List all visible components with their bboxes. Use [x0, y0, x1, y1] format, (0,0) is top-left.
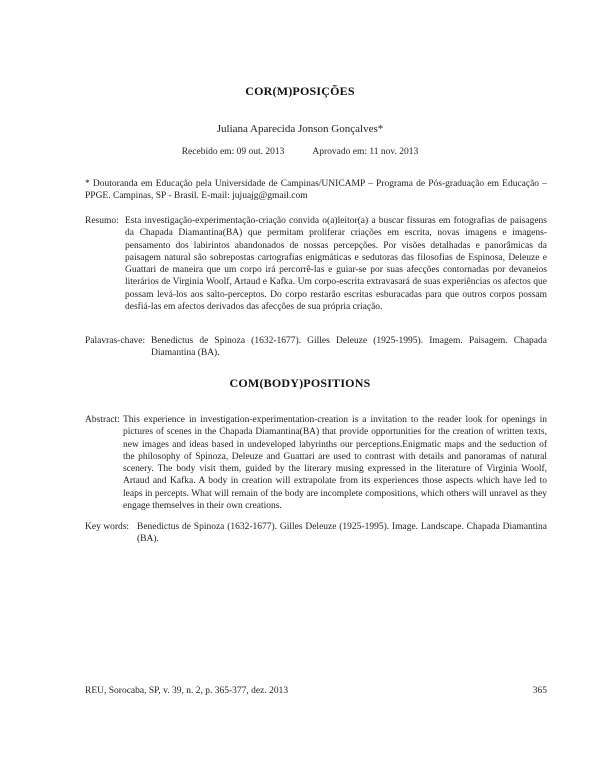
page-number: 365	[532, 686, 547, 696]
author-name: Juliana Aparecida Jonson Gonçalves*	[216, 123, 384, 135]
keywords-text: Benedictus de Spinoza (1632-1677). Gilles Deleuze (1925-1995). Image. Landscape. Chapada Diamantina (BA).	[137, 522, 547, 545]
submission-dates	[0, 147, 600, 157]
journal-citation: REU, Sorocaba, SP, v. 39, n. 2, p. 365-377, dez. 2013	[85, 686, 289, 696]
author-footnote: * Doutoranda em Educação pela Universidade de Campinas/UNICAMP – Programa de Pós-graduação em Educação – PPGE. Campinas, SP - Brasil. E-mail: jujuajg@gmail.com	[85, 179, 547, 202]
palavras-chave-label: Palavras-chave:	[85, 336, 146, 346]
abstract-text: This experience in investigation-experimentation-creation is a invitation to the reader look for openings in pictures of scenes in the Chapada Diamantina(BA) that provide opportunities for the creation of written texts, new images and ideas based in undeveloped labyrinths our perceptions.Enigmatic maps and the seduction of the philosophy of Spinoza, Deleuze and Guattari are used to contrast with details and panoramas of natural scenery. The body visit them, guided by the literary musing expressed in the literature of Virginia Woolf, Artaud and Kafka. A body in creation will extrapolate from its experiences those aspects which have led to leaps in percepts. What will remain of the body are incomplete compositions, which others will unravel as they engage themselves in their own creations.	[123, 415, 547, 512]
resumo-label: Resumo:	[85, 216, 119, 226]
resumo-text: Esta investigação-experimentação-criação convida o(a)leitor(a) a buscar fissuras em fotografias de paisagens da Chapada Diamantina(BA) que permitam proliferar criações em escrita, novas imagens e imagens-pensamento dos labirintos abandonados de nossas percepções. Por visões detalhadas e panorâmicas da paisagem natural são sobrepostas cartografias enigmáticas e sedutoras das filosofias de Espinosa, Deleuze e Guattari de maneira que um corpo irá percorrê-las e guiar-se por suas afecções contornadas por devaneios literários de Virginia Woolf, Artaud e Kafka. Um corpo-escrita extravasará de suas experiências os afectos que possam levá-los aos salto-perceptos. Do corpo restarão escritas esburacadas para que outros corpos possam desfiá-las em afectos derivados das afecções de sua própria criação.	[125, 216, 547, 313]
abstract-section	[85, 414, 547, 512]
keywords-label: Key words:	[85, 522, 130, 532]
title-english: COM(BODY)POSITIONS	[229, 376, 371, 390]
palavras-chave-text: Benedictus de Spinoza (1632-1677). Gilles Deleuze (1925-1995). Imagem. Paisagem. Chapada Diamantina (BA).	[151, 336, 547, 359]
abstract-label: Abstract:	[85, 415, 120, 425]
approved-date: Aprovado em: 11 nov. 2013	[312, 147, 419, 157]
keywords-section	[85, 521, 547, 546]
title-portuguese: COR(M)POSIÇÕES	[245, 84, 355, 98]
palavras-chave-section	[85, 335, 547, 360]
received-date: Recebido em: 09 out. 2013	[181, 147, 285, 157]
resumo-section	[85, 215, 547, 313]
